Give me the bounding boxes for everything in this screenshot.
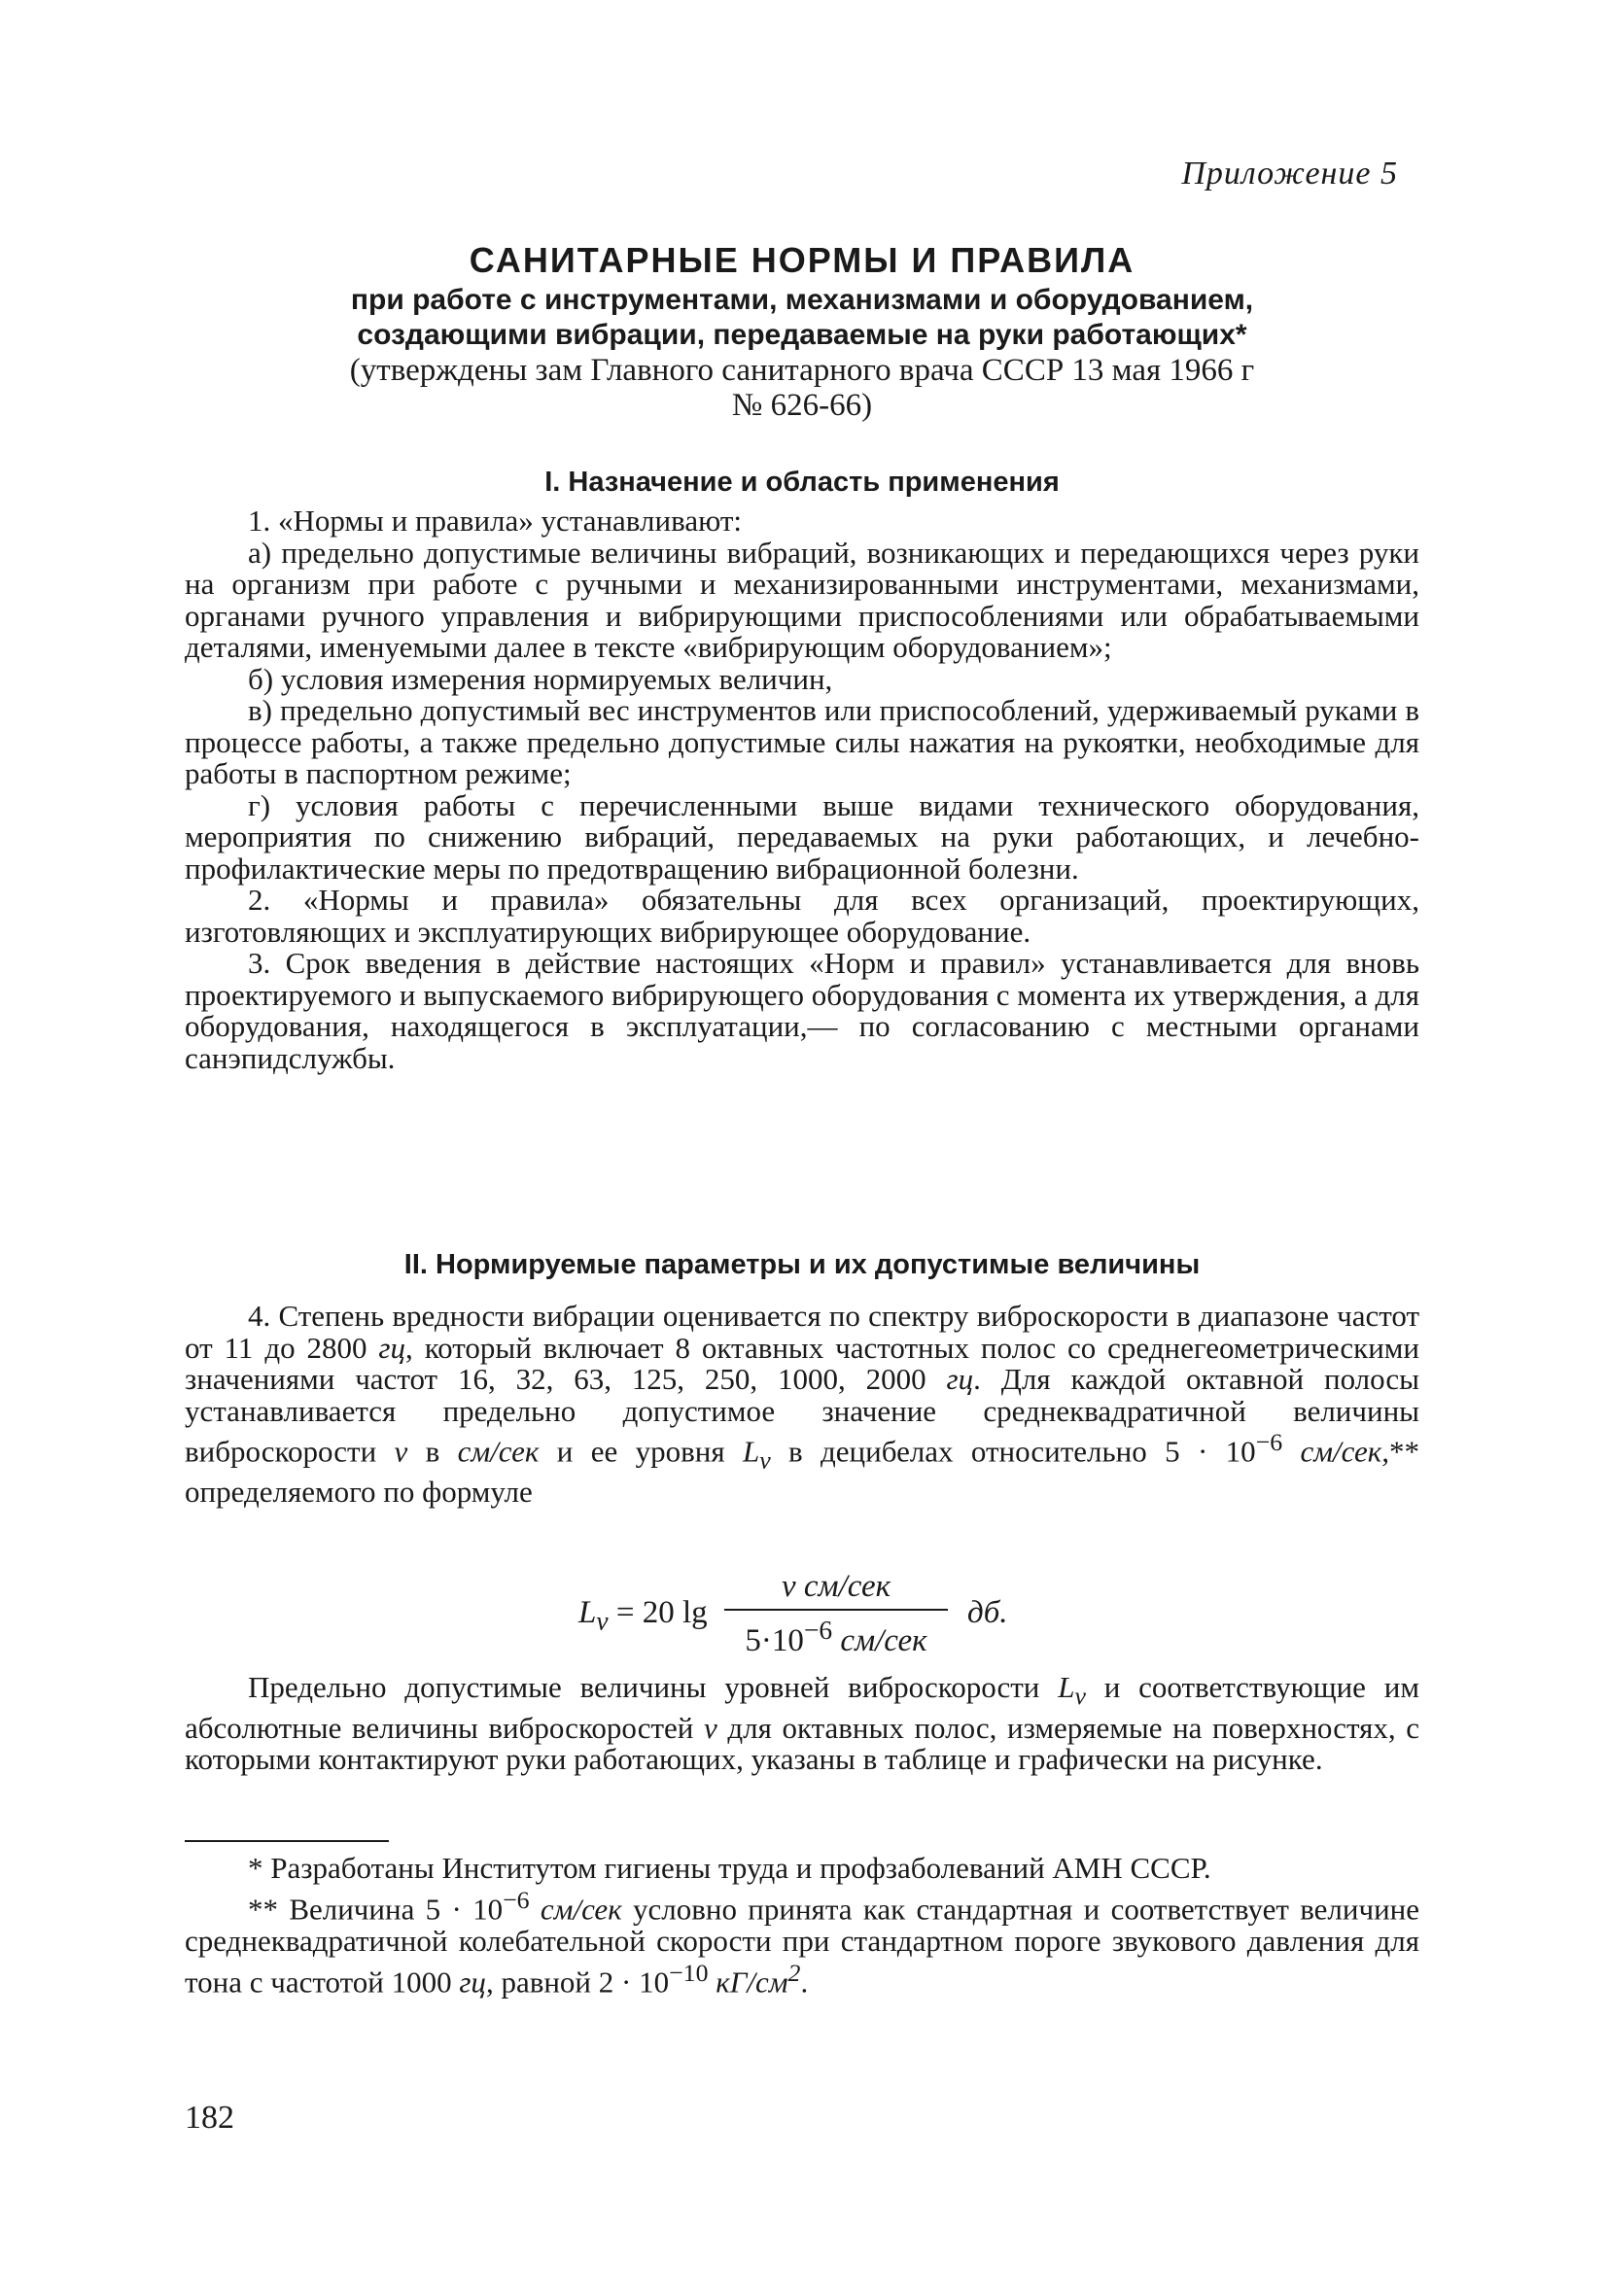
footnote-divider (185, 1840, 389, 1842)
paragraph-1b: б) условия измерения нормируемых величин, (248, 661, 833, 696)
document-subtitle-line-2: создающими вибрации, передаваемые на руки работающих* (357, 319, 1247, 351)
paragraph-1v: в) предельно допустимый вес инструментов или приспособлений, удерживаемый руками в процессе работы, а также предельно допустимые силы нажатия на рукоятки, необходимые для работы в паспортном режиме; (185, 693, 1419, 790)
title-block (185, 238, 1419, 423)
paragraph-4: 4. Степень вредности вибрации оценивается по спектру виброскорости в диапазоне частот от 11 до 2800 гц, который включает 8 октавных частотных полос со среднегеометрическими значениями частот 16, 32, 63, 125, 250, 1000, 2000 гц. Для каждой октавной полосы устанавливается предельно допустимое значение среднеквадратичной величины виброскорости v в см/сек и ее уровня $L_v$ в децибелах относительно $5 \cdot 10^{-6}$ см/сек,** определяемого по формуле (185, 1299, 1420, 1510)
paragraph-2: 2. «Нормы и правила» обязательны для всех организаций, проектирующих, изготовляющих и эксплуатирующих вибрирующее оборудование. (185, 883, 1419, 949)
section-1-body (185, 505, 1419, 1074)
approval-line-2: № 626-66) (731, 388, 873, 423)
paragraph-3: 3. Срок введения в действие настоящих «Норм и правил» устанавливается для вновь проектируемого и выпускаемого вибрирующего оборудования с момента их утверждения, а для оборудования, находящегося в эксплуатации,— по согласованию с местными органами санэпидслужбы. (185, 946, 1419, 1075)
section-2-body-cont (185, 1672, 1419, 1776)
page-number: 182 (185, 2100, 234, 2136)
formula-lhs: $L_v = 20$ lg (578, 1595, 708, 1636)
formula-unit: дб. (967, 1595, 1008, 1630)
paragraph-5: Предельно допустимые величины уровней виброскорости $L_v$ и соответствующие им абсолютные величины виброскоростей v для октавных полос, измеряемые на поверхностях, с которыми контактируют руки работающих, указаны в таблице и графически на рисунке. (185, 1670, 1419, 1777)
formula-denominator: $5\cdot 10^{-6}$ см/сек (745, 1615, 927, 1658)
section-1-heading: I. Назначение и область применения (544, 467, 1060, 498)
formula-numerator: v см/сек (781, 1569, 891, 1604)
approval-line-1: (утверждены зам Главного санитарного врача СССР 13 мая 1966 г (349, 353, 1255, 388)
footnote-1: * Разработаны Институтом гигиены труда и профзаболеваний АМН СССР. (248, 1851, 1211, 1885)
paragraph-1: 1. «Нормы и правила» устанавливают: (248, 504, 742, 538)
paragraph-1a: а) предельно допустимые величины вибраций, возникающих и передающихся через руки на организм при работе с ручными и механизированными инструментами, механизмами, органами ручного управления и вибрирующими приспособлениями или обрабатываемыми деталями, именуемыми далее в тексте «вибрирующим оборудованием»; (185, 535, 1419, 664)
appendix-label: Приложение 5 (1181, 156, 1398, 191)
document-subtitle-line-1: при работе с инструментами, механизмами и оборудованием, (350, 284, 1254, 316)
footnotes (185, 1852, 1419, 1999)
vibration-level-formula (578, 1570, 1065, 1657)
document-title: САНИТАРНЫЕ НОРМЫ И ПРАВИЛА (469, 240, 1135, 280)
formula-fraction (724, 1570, 948, 1660)
section-2-heading: II. Нормируемые параметры и их допустимые величины (403, 1249, 1201, 1280)
section-2-body (185, 1301, 1419, 1509)
footnote-2: ** Величина $5 \cdot 10^{-6}$ см/сек условно принята как стандартная и соответствует величине среднеквадратичной колебательной скорости при стандартном пороге звукового давления для тона с частотой 1000 гц, равной $2 \cdot 10^{-10}$ $кГ/см^2$. (185, 1886, 1420, 2000)
paragraph-1g: г) условия работы с перечисленными выше видами технического оборудования, мероприятия по снижению вибраций, передаваемых на руки работающих, и лечебно-профилактические меры по предотвращению вибрационной болезни. (185, 787, 1419, 886)
